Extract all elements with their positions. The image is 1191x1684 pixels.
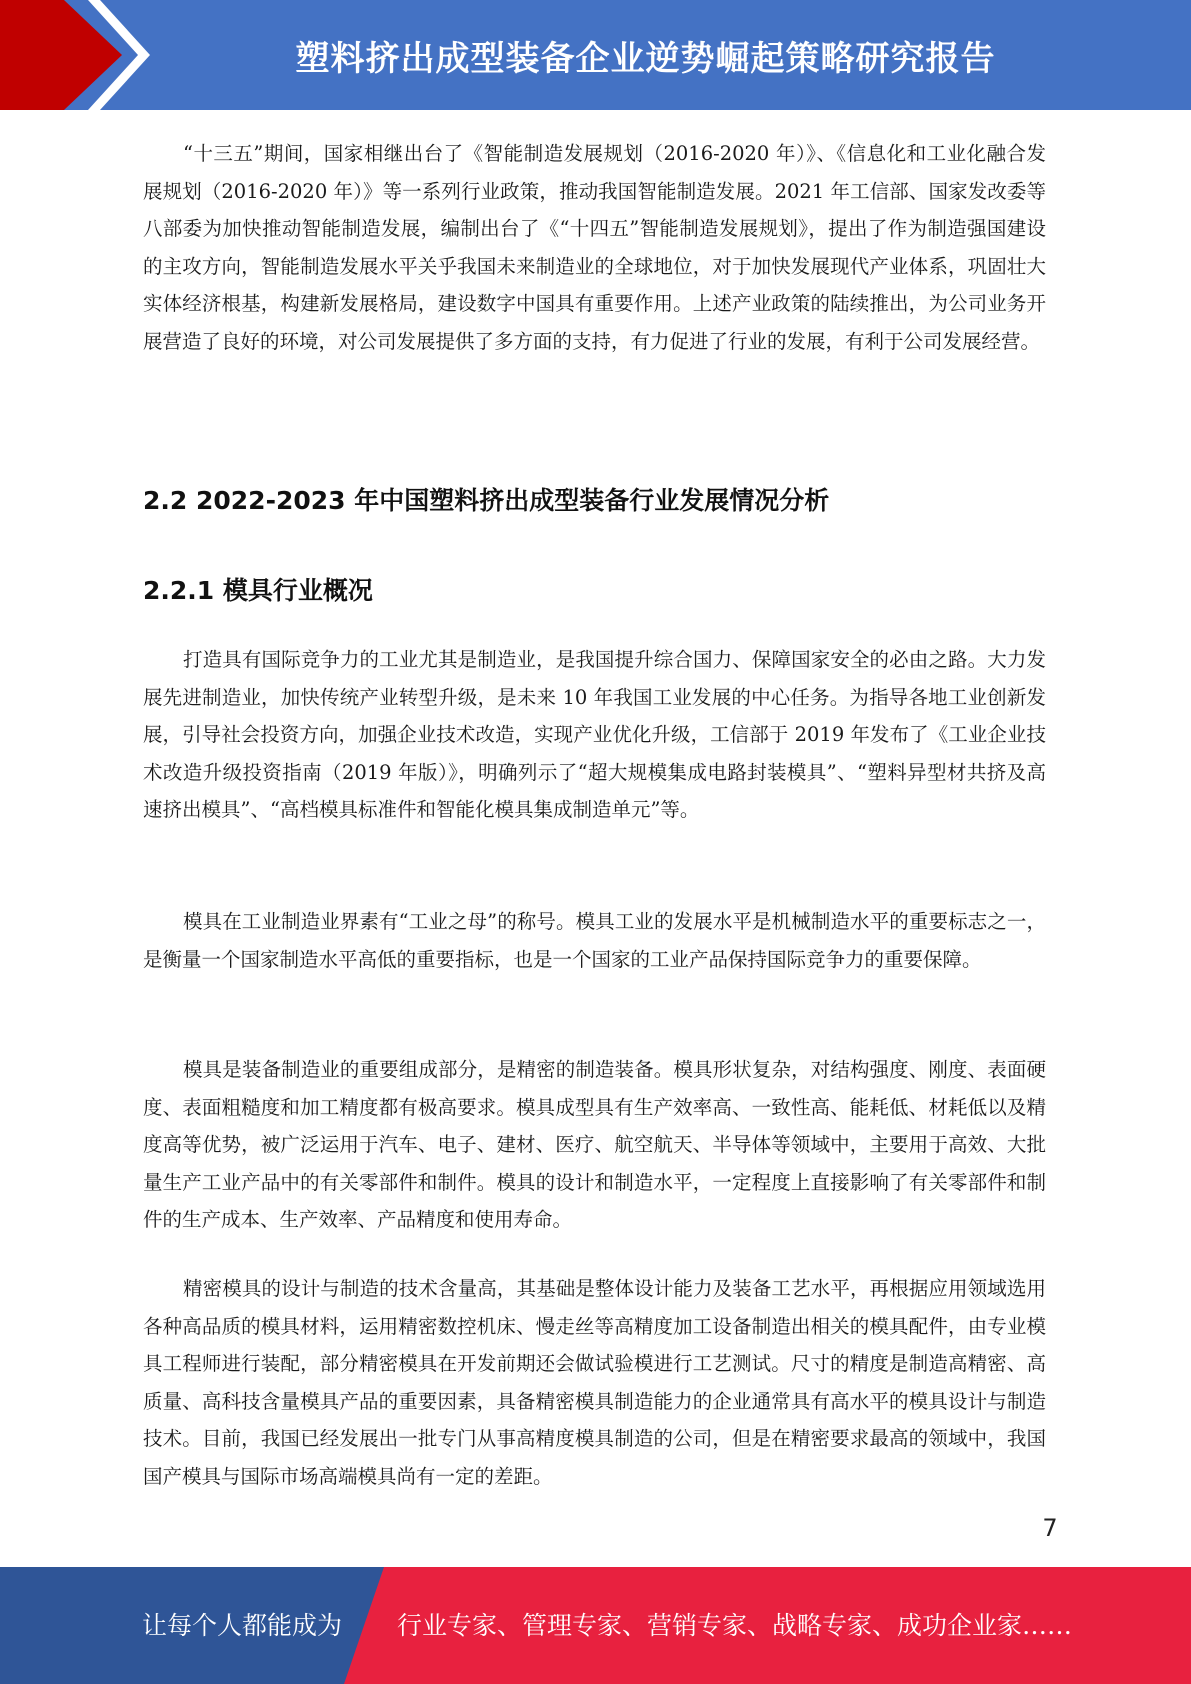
footer-slogan-left: 让每个人都能成为 <box>142 1611 343 1640</box>
body-paragraph-1-block <box>143 641 1046 829</box>
page-footer <box>0 1567 1191 1684</box>
section-heading-block <box>143 481 1046 517</box>
chevron-arrow-icon <box>0 0 160 110</box>
body-paragraph: 精密模具的设计与制造的技术含量高，其基础是整体设计能力及装备工艺水平，再根据应用领域选用各种高品质的模具材料，运用精密数控机床、慢走丝等高精度加工设备制造出相关的模具配件，由专业模具工程师进行装配，部分精密模具在开发前期还会做试验模进行工艺测试。尺寸的精度是制造高精密、高质量、高科技含量模具产品的重要因素，具备精密模具制造能力的企业通常具有高水平的模具设计与制造技术。目前，我国已经发展出一批专门从事高精度模具制造的公司，但是在精密要求最高的领域中，我国国产模具与国际市场高端模具尚有一定的差距。 <box>143 1277 1046 1488</box>
body-paragraph-3-block <box>143 1051 1046 1239</box>
page-number: 7 <box>1042 1514 1058 1542</box>
subsection-heading: 2.2.1 模具行业概况 <box>143 576 373 605</box>
body-paragraph: 模具在工业制造业界素有“工业之母”的称号。模具工业的发展水平是机械制造水平的重要标志之一，是衡量一个国家制造水平高低的重要指标，也是一个国家的工业产品保持国际竞争力的重要保障。 <box>143 910 1046 971</box>
report-title: 塑料挤出成型装备企业逆势崛起策略研究报告 <box>295 38 996 79</box>
body-paragraph-4-block <box>143 1270 1046 1495</box>
section-heading: 2.2 2022-2023 年中国塑料挤出成型装备行业发展情况分析 <box>143 486 830 515</box>
body-paragraph: 模具是装备制造业的重要组成部分，是精密的制造装备。模具形状复杂，对结构强度、刚度、表面硬度、表面粗糙度和加工精度都有极高要求。模具成型具有生产效率高、一致性高、能耗低、材耗低以及精度高等优势，被广泛运用于汽车、电子、建材、医疗、航空航天、半导体等领域中，主要用于高效、大批量生产工业产品中的有关零部件和制件。模具的设计和制造水平，一定程度上直接影响了有关零部件和制件的生产成本、生产效率、产品精度和使用寿命。 <box>143 1058 1046 1231</box>
footer-slogan-right: 行业专家、管理专家、营销专家、战略专家、成功企业家…… <box>397 1611 1073 1640</box>
intro-section <box>143 135 1046 360</box>
intro-paragraph: “十三五”期间，国家相继出台了《智能制造发展规划（2016-2020 年）》、《信息化和工业化融合发展规划（2016-2020 年）》等一系列行业政策，推动我国智能制造发展。2021 年工信部、国家发改委等八部委为加快推动智能制造发展，编制出台了《“十四五”智能制造发展规划》，提出了作为制造强国建设的主攻方向，智能制造发展水平关乎我国未来制造业的全球地位，对于加快发展现代产业体系，巩固壮大实体经济根基，构建新发展格局，建设数字中国具有重要作用。上述产业政策的陆续推出，为公司业务开展营造了良好的环境，对公司发展提供了多方面的支持，有力促进了行业的发展，有利于公司发展经营。 <box>143 142 1046 353</box>
body-paragraph-2-block <box>143 903 1046 978</box>
subsection-heading-block <box>143 571 1046 607</box>
page-header <box>0 0 1191 110</box>
body-paragraph: 打造具有国际竞争力的工业尤其是制造业，是我国提升综合国力、保障国家安全的必由之路。大力发展先进制造业，加快传统产业转型升级，是未来 10 年我国工业发展的中心任务。为指导各地工业创新发展，引导社会投资方向，加强企业技术改造，实现产业优化升级，工信部于 2019 年发布了《工业企业技术改造升级投资指南（2019 年版）》，明确列示了“超大规模集成电路封装模具”、“塑料异型材共挤及高速挤出模具”、“高档模具标准件和智能化模具集成制造单元”等。 <box>143 648 1046 821</box>
